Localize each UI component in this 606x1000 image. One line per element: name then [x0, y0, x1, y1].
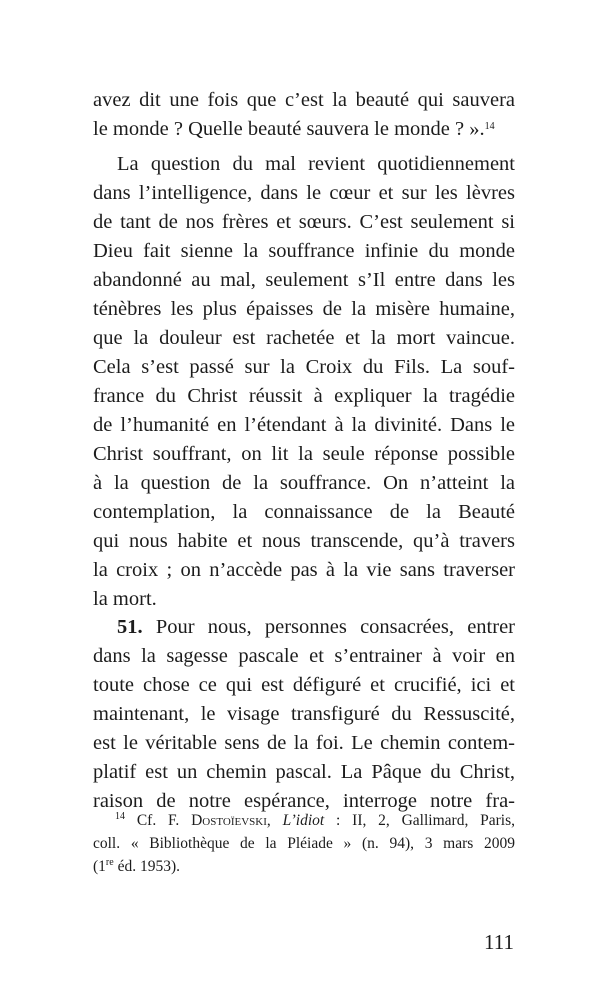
text-line: platif est un chemin pascal. La Pâque du Christ,	[93, 761, 515, 783]
text-line-content: le monde ? Quelle beauté sauvera le monde ? ».	[93, 118, 485, 140]
footnote-line: coll. « Bibliothèque de la Pléiade » (n. 94), 3 mars 2009	[93, 835, 515, 852]
text-line: de l’humanité en l’étendant à la divinité. Dans le	[93, 414, 515, 436]
text-line: toute chose ce qui est défiguré et crucifié, ici et	[93, 674, 515, 696]
text-line: que la douleur est rachetée et la mort vaincue.	[93, 327, 515, 349]
text-line: Dieu fait sienne la souffrance infinie du monde	[93, 240, 515, 262]
text-line: france du Christ réussit à expliquer la tragédie	[93, 385, 515, 407]
text-line: la mort.	[93, 588, 157, 610]
text-line: à la question de la souffrance. On n’atteint la	[93, 472, 515, 494]
text-line: est le véritable sens de la foi. Le chemin contem-	[93, 732, 515, 754]
footnote-title: L’idiot	[282, 812, 325, 829]
footnote-text: re	[105, 857, 114, 868]
text-line	[93, 115, 515, 144]
text-line: la croix ; on n’accède pas à la vie sans traverser	[93, 559, 515, 581]
footnote-author: Dostoïevski	[191, 812, 267, 829]
text-line: qui nous habite et nous transcende, qu’à travers	[93, 530, 515, 552]
text-line: de tant de nos frères et sœurs. C’est seulement si	[93, 211, 515, 233]
text-line: maintenant, le visage transfiguré du Ressuscité,	[93, 703, 515, 725]
footnote-line	[93, 855, 515, 878]
text-line: raison de notre espérance, interroge notre fra-	[93, 790, 515, 812]
text-line: Christ souffrant, on lit la seule réponse possible	[93, 443, 515, 465]
footnote-text: éd. 1953).	[113, 858, 180, 875]
text-line: dans l’intelligence, dans le cœur et sur les lèvres	[93, 182, 515, 204]
footnote-reference: 14	[484, 121, 495, 132]
text-line: ténèbres les plus épaisses de la misère humaine,	[93, 298, 515, 320]
text-line	[117, 613, 515, 642]
footnote-text: : II, 2, Gallimard, Paris,	[324, 812, 516, 829]
footnote-text: (1	[93, 858, 106, 875]
footnote-text: ,	[266, 812, 283, 829]
text-line: dans la sagesse pascale et s’entrainer à voir en	[93, 645, 515, 667]
text-line-content: Pour nous, personnes consacrées, entrer	[155, 616, 516, 638]
footnote-number: 14	[115, 811, 125, 822]
text-line: Cela s’est passé sur la Croix du Fils. La souf-	[93, 356, 515, 378]
paragraph-number: 51.	[117, 616, 143, 638]
page-number: 111	[484, 930, 514, 954]
text-line: abandonné au mal, seulement s’Il entre dans les	[93, 269, 515, 291]
footnote-text: Cf. F.	[136, 812, 192, 829]
text-line: avez dit une fois que c’est la beauté qui sauvera	[93, 89, 515, 111]
text-line: contemplation, la connaissance de la Beauté	[93, 501, 515, 523]
text-line: La question du mal revient quotidiennement	[117, 153, 515, 175]
footnote-line	[115, 809, 515, 832]
